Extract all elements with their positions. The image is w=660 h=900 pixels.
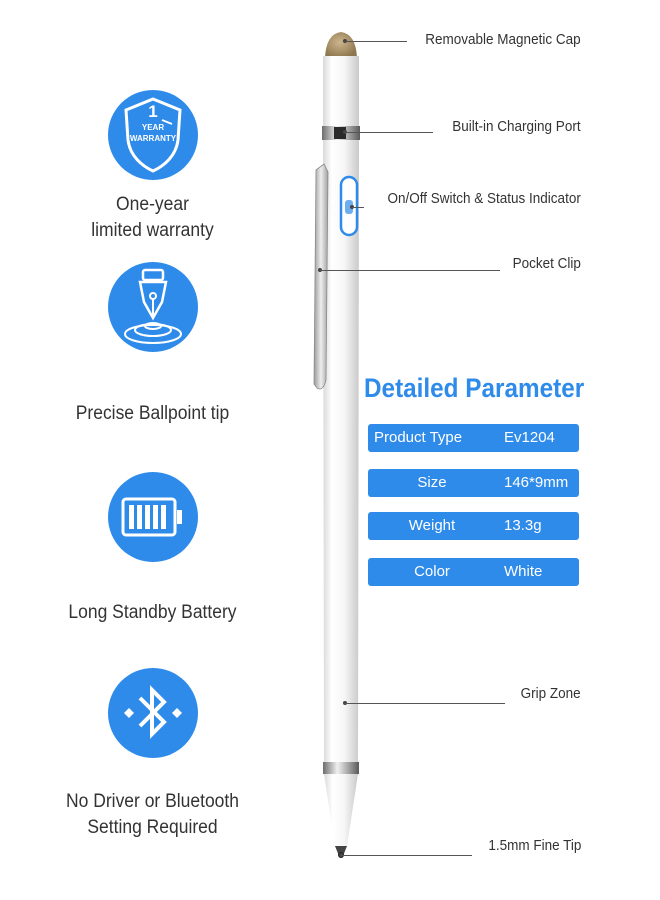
callout-clip: Pocket Clip xyxy=(512,255,581,272)
callout-switch: On/Off Switch & Status Indicator xyxy=(387,190,581,207)
caption-line: Long Standby Battery xyxy=(68,602,237,623)
callout-line xyxy=(352,207,364,208)
parameter-value: White xyxy=(504,563,543,580)
caption-line: limited warranty xyxy=(91,220,214,241)
cap-upper xyxy=(323,56,359,126)
parameter-label: Size xyxy=(417,474,447,491)
parameter-value: Ev1204 xyxy=(504,429,555,446)
parameter-row xyxy=(368,469,579,497)
lower-ring xyxy=(323,762,359,774)
callout-tip: 1.5mm Fine Tip xyxy=(487,837,581,854)
caption-line: One-year xyxy=(116,194,189,215)
callout-charging: Built-in Charging Port xyxy=(452,118,581,135)
parameter-row xyxy=(368,424,579,452)
callout-cap: Removable Magnetic Cap xyxy=(425,31,581,48)
badge-warranty: WARRANTY xyxy=(129,134,177,143)
callout-line xyxy=(345,703,505,704)
cap-tip xyxy=(325,32,357,58)
callout-line xyxy=(345,132,433,133)
parameter-value: 146*9mm xyxy=(504,474,569,491)
caption-line: Precise Ballpoint tip xyxy=(75,403,230,424)
pocket-clip xyxy=(314,164,328,389)
parameter-title: Detailed Parameter xyxy=(364,373,585,403)
callout-line xyxy=(320,270,500,271)
callout-grip: Grip Zone xyxy=(520,685,581,702)
parameter-row xyxy=(368,512,579,540)
badge-number: 1 xyxy=(148,102,158,121)
parameter-label: Color xyxy=(414,563,450,580)
badge-year: YEAR xyxy=(141,123,165,132)
parameter-label: Weight xyxy=(408,517,456,534)
caption-line: No Driver or Bluetooth xyxy=(66,791,239,812)
callout-line xyxy=(345,41,407,42)
parameter-value: 13.3g xyxy=(504,517,542,534)
parameter-row xyxy=(368,558,579,586)
callout-line xyxy=(341,855,472,856)
parameter-label: Product Type xyxy=(374,429,463,446)
pen-cone xyxy=(324,774,358,846)
caption-line: Setting Required xyxy=(87,817,218,838)
